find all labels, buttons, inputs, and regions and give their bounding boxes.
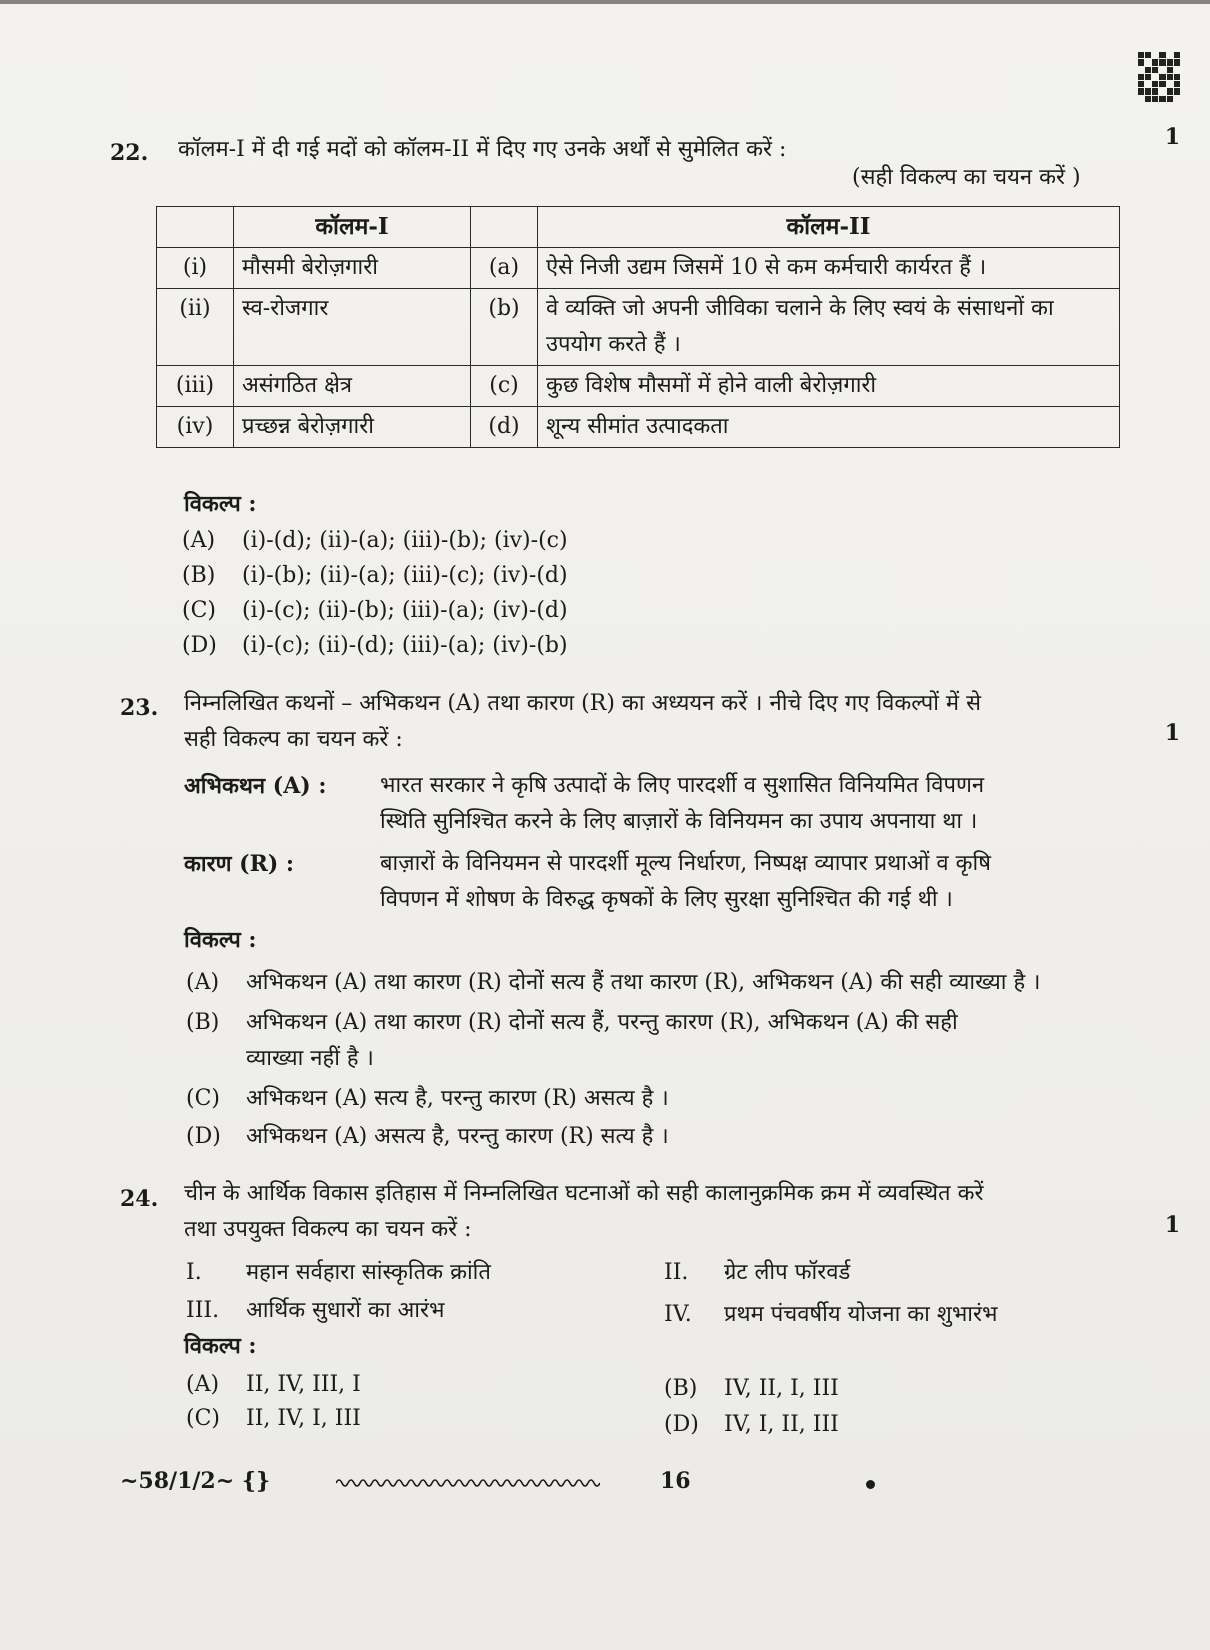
q24-options-label: विकल्प : xyxy=(184,1333,257,1359)
option-text: II, IV, I, III xyxy=(246,1406,361,1431)
row-number: (i) xyxy=(157,248,234,289)
row-letter: (d) xyxy=(471,407,538,448)
q22-text: कॉलम-I में दी गई मदों को कॉलम-II में दिए गए उनके अर्थों से सुमेलित करें : xyxy=(178,137,787,162)
q24-marks: 1 xyxy=(1164,1212,1180,1238)
q24-number: 24. xyxy=(120,1186,159,1212)
option-text: अभिकथन (A) सत्य है, परन्तु कारण (R) असत्य है । xyxy=(246,1086,669,1111)
table-row xyxy=(157,248,1120,289)
option-letter: (C) xyxy=(186,1406,220,1431)
option-letter: (B) xyxy=(182,563,216,588)
option-text: (i)-(c); (ii)-(d); (iii)-(a); (iv)-(b) xyxy=(242,633,568,658)
row-item: मौसमी बेरोज़गारी xyxy=(234,248,471,289)
q23-option-a[interactable] xyxy=(186,966,1040,996)
event-iii xyxy=(186,1294,444,1324)
option-text: अभिकथन (A) असत्य है, परन्तु कारण (R) सत्य है । xyxy=(246,1124,669,1149)
option-letter: (D) xyxy=(664,1412,699,1437)
reason-line2: विपणन में शोषण के विरुद्ध कृषकों के लिए सुरक्षा सुनिश्चित की गई थी । xyxy=(380,887,953,912)
table-row xyxy=(157,366,1120,407)
event-numeral: II. xyxy=(664,1260,689,1285)
row-number: (iv) xyxy=(157,407,234,448)
option-letter: (D) xyxy=(186,1124,221,1149)
q24-line1: चीन के आर्थिक विकास इतिहास में निम्नलिखित घटनाओं को सही कालानुक्रमिक क्रम में व्यवस्थित करें xyxy=(184,1181,984,1206)
event-text: आर्थिक सुधारों का आरंभ xyxy=(246,1298,445,1323)
option-letter: (B) xyxy=(186,1010,220,1035)
q22-option-a[interactable] xyxy=(182,528,568,553)
event-iv xyxy=(664,1298,997,1328)
row-item: प्रच्छन्न बेरोज़गारी xyxy=(234,407,471,448)
event-text: प्रथम पंचवर्षीय योजना का शुभारंभ xyxy=(724,1302,998,1327)
reason-label: कारण (R) : xyxy=(184,851,295,877)
q24-line2: तथा उपयुक्त विकल्प का चयन करें : xyxy=(184,1217,472,1242)
option-text: अभिकथन (A) तथा कारण (R) दोनों सत्य हैं तथा कारण (R), अभिकथन (A) की सही व्याख्या है । xyxy=(246,970,1041,995)
q24-option-d[interactable] xyxy=(664,1412,839,1437)
option-letter: (C) xyxy=(182,598,216,623)
wavy-line-icon xyxy=(336,1476,600,1490)
page-number: 16 xyxy=(660,1468,691,1494)
q22-number: 22. xyxy=(110,140,149,166)
option-letter: (B) xyxy=(664,1376,698,1401)
qr-code-icon xyxy=(1138,52,1180,102)
row-meaning: शून्य सीमांत उत्पादकता xyxy=(538,407,1120,448)
option-letter: (D) xyxy=(182,633,217,658)
event-numeral: III. xyxy=(186,1298,220,1323)
assertion-label: अभिकथन (A) : xyxy=(184,773,327,799)
row-letter: (a) xyxy=(471,248,538,289)
q24-option-b[interactable] xyxy=(664,1376,839,1401)
q22-marks: 1 xyxy=(1164,124,1180,150)
reason-line1: बाज़ारों के विनियमन से पारदर्शी मूल्य निर्धारण, निष्पक्ष व्यापार प्रथाओं व कृषि xyxy=(380,851,991,876)
match-table xyxy=(156,206,1120,448)
assertion-line1: भारत सरकार ने कृषि उत्पादों के लिए पारदर्शी व सुशासित विनियमित विपणन xyxy=(380,773,985,798)
column-2-header: कॉलम-II xyxy=(538,207,1120,248)
paper-code: ~58/1/2~ {} xyxy=(120,1468,271,1494)
page-top-edge xyxy=(0,0,1210,4)
option-letter: (A) xyxy=(182,528,216,553)
row-meaning: कुछ विशेष मौसमों में होने वाली बेरोज़गारी xyxy=(538,366,1120,407)
q23-option-d[interactable] xyxy=(186,1120,669,1150)
row-letter: (c) xyxy=(471,366,538,407)
option-text: II, IV, III, I xyxy=(246,1372,361,1397)
q23-marks: 1 xyxy=(1164,720,1180,746)
dot-mark xyxy=(866,1480,875,1489)
option-letter: (A) xyxy=(186,1372,220,1397)
event-numeral: I. xyxy=(186,1260,202,1285)
q23-option-b[interactable] xyxy=(186,1006,958,1036)
row-letter: (b) xyxy=(471,289,538,366)
row-number: (iii) xyxy=(157,366,234,407)
q23-number: 23. xyxy=(120,695,159,721)
event-ii xyxy=(664,1256,850,1286)
assertion-line2: स्थिति सुनिश्चित करने के लिए बाज़ारों के विनियमन का उपाय अपनाया था । xyxy=(380,809,978,834)
q23-options-label: विकल्प : xyxy=(184,927,257,953)
option-text: (i)-(b); (ii)-(a); (iii)-(c); (iv)-(d) xyxy=(242,563,568,588)
q23-line1: निम्नलिखित कथनों – अभिकथन (A) तथा कारण (R) का अध्ययन करें । नीचे दिए गए विकल्पों में से xyxy=(184,691,981,716)
q23-option-b-continued: व्याख्या नहीं है । xyxy=(246,1046,374,1071)
q22-option-d[interactable] xyxy=(182,633,568,658)
table-header-blank-2 xyxy=(471,207,538,248)
q22-options-label: विकल्प : xyxy=(184,491,257,517)
option-text: (i)-(d); (ii)-(a); (iii)-(b); (iv)-(c) xyxy=(242,528,568,553)
row-meaning: वे व्यक्ति जो अपनी जीविका चलाने के लिए स्वयं के संसाधनों का उपयोग करते हैं । xyxy=(538,289,1120,366)
row-meaning: ऐसे निजी उद्यम जिसमें 10 से कम कर्मचारी कार्यरत हैं । xyxy=(538,248,1120,289)
option-text: (i)-(c); (ii)-(b); (iii)-(a); (iv)-(d) xyxy=(242,598,568,623)
q23-option-c[interactable] xyxy=(186,1082,669,1112)
table-row xyxy=(157,407,1120,448)
column-1-header: कॉलम-I xyxy=(234,207,471,248)
option-text: अभिकथन (A) तथा कारण (R) दोनों सत्य हैं, परन्तु कारण (R), अभिकथन (A) की सही xyxy=(246,1010,958,1035)
event-text: महान सर्वहारा सांस्कृतिक क्रांति xyxy=(246,1260,491,1285)
q22-option-b[interactable] xyxy=(182,563,568,588)
table-row xyxy=(157,289,1120,366)
table-header-row xyxy=(157,207,1120,248)
option-text: IV, I, II, III xyxy=(724,1412,839,1437)
row-item: स्व-रोजगार xyxy=(234,289,471,366)
event-i xyxy=(186,1256,491,1286)
table-header-blank xyxy=(157,207,234,248)
option-letter: (A) xyxy=(186,970,220,995)
option-text: IV, II, I, III xyxy=(724,1376,839,1401)
q22-option-c[interactable] xyxy=(182,598,568,623)
q22-instruction: (सही विकल्प का चयन करें ) xyxy=(852,165,1081,190)
event-numeral: IV. xyxy=(664,1302,692,1327)
q23-line2: सही विकल्प का चयन करें : xyxy=(184,727,403,752)
q24-option-a[interactable] xyxy=(186,1372,361,1397)
row-number: (ii) xyxy=(157,289,234,366)
row-item: असंगठित क्षेत्र xyxy=(234,366,471,407)
event-text: ग्रेट लीप फॉरवर्ड xyxy=(724,1260,851,1285)
option-letter: (C) xyxy=(186,1086,220,1111)
q24-option-c[interactable] xyxy=(186,1406,361,1431)
